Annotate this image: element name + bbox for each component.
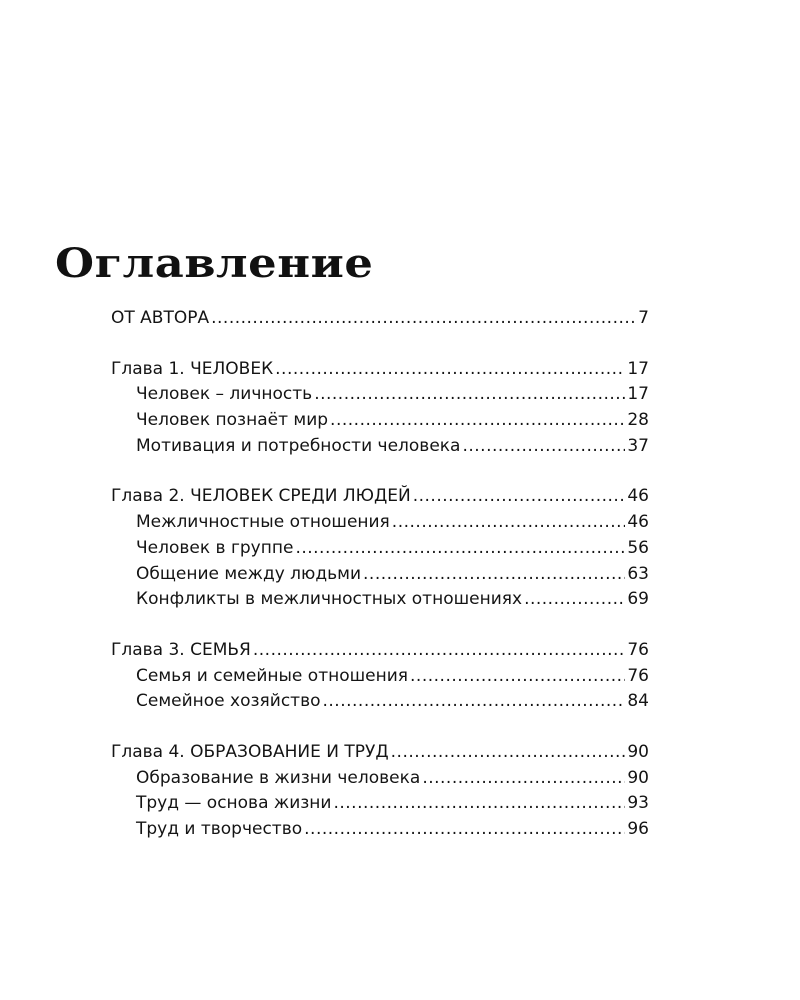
toc-entry-page: 46 (627, 512, 649, 533)
toc-subentry[interactable] (111, 536, 649, 562)
toc-entry-label: Глава 1. ЧЕЛОВЕК (111, 358, 274, 379)
toc-section-chapter-1 (111, 357, 649, 460)
dot-leader (392, 510, 626, 536)
toc-entry-page: 17 (627, 358, 649, 379)
toc-entry-label: Труд — основа жизни (136, 793, 332, 814)
toc-subentry[interactable] (111, 510, 649, 536)
toc-entry-page: 7 (638, 308, 649, 328)
toc-entry-label: Глава 3. СЕМЬЯ (111, 639, 251, 660)
toc-chapter-1[interactable] (111, 357, 649, 383)
toc-entry-page: 28 (627, 410, 649, 431)
toc-entry-page: 93 (627, 793, 649, 814)
dot-leader (410, 664, 625, 690)
toc-entry-label: Семейное хозяйство (136, 691, 321, 712)
dot-leader (295, 536, 625, 562)
dot-leader (304, 817, 625, 843)
toc-entry-page: 56 (627, 537, 649, 558)
toc-entry-label: Образование в жизни человека (136, 767, 421, 788)
toc-entry-page: 17 (627, 384, 649, 405)
toc-subentry[interactable] (111, 562, 649, 588)
toc-entry-page: 90 (627, 741, 649, 762)
toc-subentry[interactable] (111, 587, 649, 613)
toc-subentry[interactable] (111, 382, 649, 408)
toc-subentry[interactable] (111, 766, 649, 792)
dot-leader (422, 766, 625, 792)
toc-entry-label: Конфликты в межличностных отношениях (136, 589, 523, 610)
toc-section-chapter-2 (111, 484, 649, 612)
dot-leader (462, 434, 625, 460)
dot-leader (391, 740, 626, 766)
toc-chapter-2[interactable] (111, 484, 649, 510)
toc-subentry[interactable] (111, 408, 649, 434)
toc-entry-page: 37 (627, 435, 649, 456)
toc-entry-page: 76 (627, 639, 649, 660)
dot-leader (314, 382, 625, 408)
dot-leader (211, 306, 636, 332)
toc-entry-page: 46 (627, 486, 649, 507)
toc-section-chapter-4 (111, 740, 649, 843)
toc-entry-label: Глава 2. ЧЕЛОВЕК СРЕДИ ЛЮДЕЙ (111, 486, 411, 507)
table-of-contents (111, 306, 649, 868)
toc-entry-page: 69 (627, 589, 649, 610)
toc-entry-label: Семья и семейные отношения (136, 665, 409, 686)
toc-entry-label: Человек – личность (136, 384, 313, 405)
toc-subentry[interactable] (111, 791, 649, 817)
toc-entry-page: 96 (627, 819, 649, 839)
dot-leader (413, 484, 626, 510)
dot-leader (330, 408, 625, 434)
toc-chapter-3[interactable] (111, 638, 649, 664)
toc-section-preface (111, 306, 649, 332)
toc-entry-label: Человек познаёт мир (136, 410, 329, 431)
toc-entry-page: 90 (627, 767, 649, 788)
dot-leader (323, 689, 626, 715)
toc-entry-label: Общение между людьми (136, 563, 362, 584)
page-title: Оглавление (55, 240, 374, 287)
toc-entry-preface[interactable] (111, 306, 649, 332)
dot-leader (363, 562, 625, 588)
toc-subentry[interactable] (111, 817, 649, 843)
toc-entry-label: ОТ АВТОРА (111, 308, 210, 328)
toc-entry-page: 84 (627, 691, 649, 712)
toc-subentry[interactable] (111, 689, 649, 715)
toc-section-chapter-3 (111, 638, 649, 715)
toc-subentry[interactable] (111, 664, 649, 690)
toc-entry-page: 63 (627, 563, 649, 584)
toc-chapter-4[interactable] (111, 740, 649, 766)
toc-subentry[interactable] (111, 434, 649, 460)
toc-entry-label: Мотивация и потребности человека (136, 435, 461, 456)
toc-entry-label: Труд и творчество (136, 819, 303, 839)
toc-entry-label: Глава 4. ОБРАЗОВАНИЕ И ТРУД (111, 741, 389, 762)
dot-leader (275, 357, 625, 383)
dot-leader (253, 638, 625, 664)
dot-leader (333, 791, 625, 817)
toc-entry-page: 76 (627, 665, 649, 686)
toc-entry-label: Межличностные отношения (136, 512, 390, 533)
dot-leader (524, 587, 625, 613)
toc-entry-label: Человек в группе (136, 537, 294, 558)
